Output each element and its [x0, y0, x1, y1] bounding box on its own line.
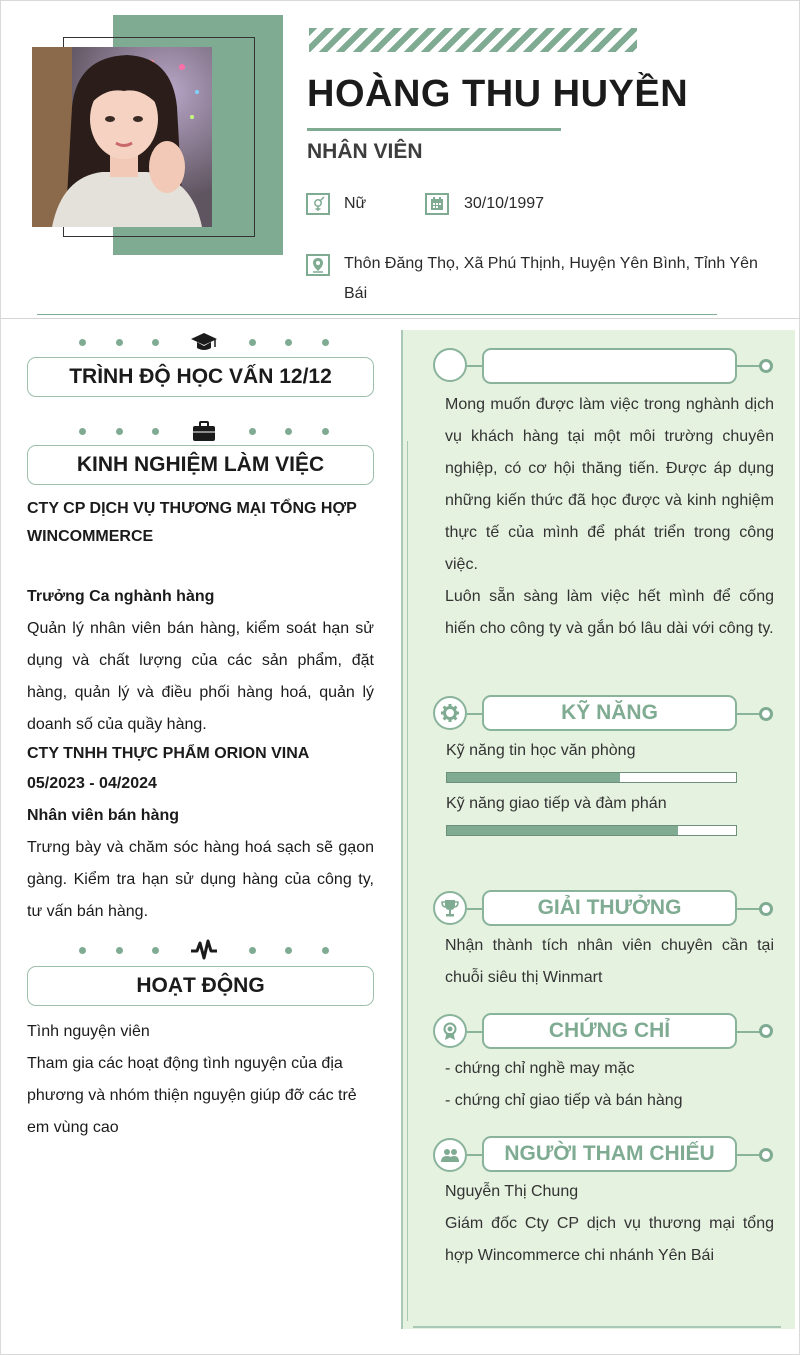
awards-connector [467, 908, 483, 910]
job1-company: CTY CP DỊCH VỤ THƯƠNG MẠI TỔNG HỢP WINCOMMERCE [27, 500, 357, 545]
certificate-icon [433, 1014, 467, 1048]
skills-title: KỸ NĂNG [482, 695, 737, 731]
briefcase-icon [189, 418, 219, 444]
awards-text: Nhận thành tích nhân viên chuyên cần tại chuỗi siêu thị Winmart [445, 937, 774, 986]
references-tail [737, 1154, 761, 1156]
skill-2-bar [446, 825, 737, 836]
skill-1-label: Kỹ năng tin học văn phòng [446, 742, 636, 759]
education-title: TRÌNH ĐỘ HỌC VẤN 12/12 [27, 357, 374, 397]
skill-2-label: Kỹ năng giao tiếp và đàm phán [446, 795, 667, 812]
header-stripes [309, 28, 637, 52]
graduation-cap-icon [189, 329, 219, 355]
birthdate-value: 30/10/1997 [464, 195, 545, 212]
skill-2-fill [447, 826, 678, 835]
portrait-photo [32, 47, 212, 227]
address-value: Thôn Đăng Thọ, Xã Phú Thịnh, Huyện Yên Bình, Tỉnh Yên Bái [344, 255, 758, 302]
reference-detail: Giám đốc Cty CP dịch vụ thương mại tổng hợp Wincommerce chi nhánh Yên Bái [445, 1215, 774, 1264]
job2-position: Nhân viên bán hàng [27, 807, 180, 824]
job2-period: 05/2023 - 04/2024 [27, 775, 157, 792]
job2-company: CTY TNHH THỰC PHẨM ORION VINA [27, 745, 310, 762]
job1-description: Quản lý nhân viên bán hàng, kiểm soát hạn sử dụng và chất lượng của các sản phẩm, đặt hàng, quản lý và điều phối hàng hoá, quản lý doanh số của quầy hàng. [27, 620, 374, 733]
references-connector [467, 1154, 483, 1156]
certificates-connector [467, 1031, 483, 1033]
certificates-end-node [759, 1024, 773, 1038]
reference-name: Nguyễn Thị Chung [445, 1183, 579, 1200]
right-timeline-line [407, 441, 408, 1321]
activities-title: HOẠT ĐỘNG [27, 966, 374, 1006]
skill-1-bar [446, 772, 737, 783]
experience-ornament [79, 418, 329, 444]
awards-title: GIẢI THƯỞNG [482, 890, 737, 926]
activities-description: Tham gia các hoạt động tình nguyện của địa phương và nhóm thiện nguyện giúp đỡ các trẻ em vùng cao [27, 1055, 357, 1136]
skills-end-node [759, 707, 773, 721]
gender-icon [306, 193, 330, 215]
people-icon [433, 1138, 467, 1172]
certificate-item-1: - chứng chỉ nghề may mặc [445, 1060, 635, 1077]
experience-title: KINH NGHIỆM LÀM VIỆC [27, 445, 374, 485]
job2-description: Trưng bày và chăm sóc hàng hoá sạch sẽ gạon gàng. Kiểm tra hạn sử dụng hàng của công ty, tư vấn bán hàng. [27, 839, 374, 920]
trophy-icon [433, 891, 467, 925]
references-title: NGƯỜI THAM CHIẾU [482, 1136, 737, 1172]
avatar [32, 47, 212, 227]
objective-icon [433, 348, 467, 382]
pulse-icon [189, 937, 219, 963]
activities-ornament [79, 937, 329, 963]
candidate-name: HOÀNG THU HUYỀN [307, 73, 689, 115]
name-underline [307, 128, 561, 131]
right-panel-border [401, 330, 403, 1329]
awards-end-node [759, 902, 773, 916]
skill-1-fill [447, 773, 620, 782]
objective-tail [737, 365, 761, 367]
objective-text-1: Mong muốn được làm việc trong nghành dịch vụ khách hàng tại một môi trường chuyên nghiệp, có cơ hội thăng tiến. Được áp dụng những kiến thức đã học được và kinh nghiệm thực tế của mình để phát triển trong công việc. [445, 396, 774, 573]
education-ornament [79, 329, 329, 355]
references-end-node [759, 1148, 773, 1162]
skills-connector [467, 713, 483, 715]
right-panel-bottom-rule [413, 1326, 781, 1328]
header-divider-gray [1, 318, 800, 319]
skills-tail [737, 713, 761, 715]
gear-icon [433, 696, 467, 730]
job1-position: Trưởng Ca nghành hàng [27, 588, 215, 605]
objective-end-node [759, 359, 773, 373]
objective-text-2: Luôn sẵn sàng làm việc hết mình để cống hiến cho công ty và gắn bó lâu dài với công ty. [445, 588, 774, 637]
header-divider [37, 314, 717, 315]
job-title: NHÂN VIÊN [307, 140, 423, 163]
objective-connector [467, 365, 483, 367]
certificates-title: CHỨNG CHỈ [482, 1013, 737, 1049]
objective-title-box [482, 348, 737, 384]
activities-role: Tình nguyện viên [27, 1023, 150, 1040]
certificates-tail [737, 1031, 761, 1033]
awards-tail [737, 908, 761, 910]
location-icon [306, 254, 330, 276]
gender-value: Nữ [344, 195, 367, 212]
certificate-item-2: - chứng chỉ giao tiếp và bán hàng [445, 1092, 683, 1109]
calendar-icon [425, 193, 449, 215]
